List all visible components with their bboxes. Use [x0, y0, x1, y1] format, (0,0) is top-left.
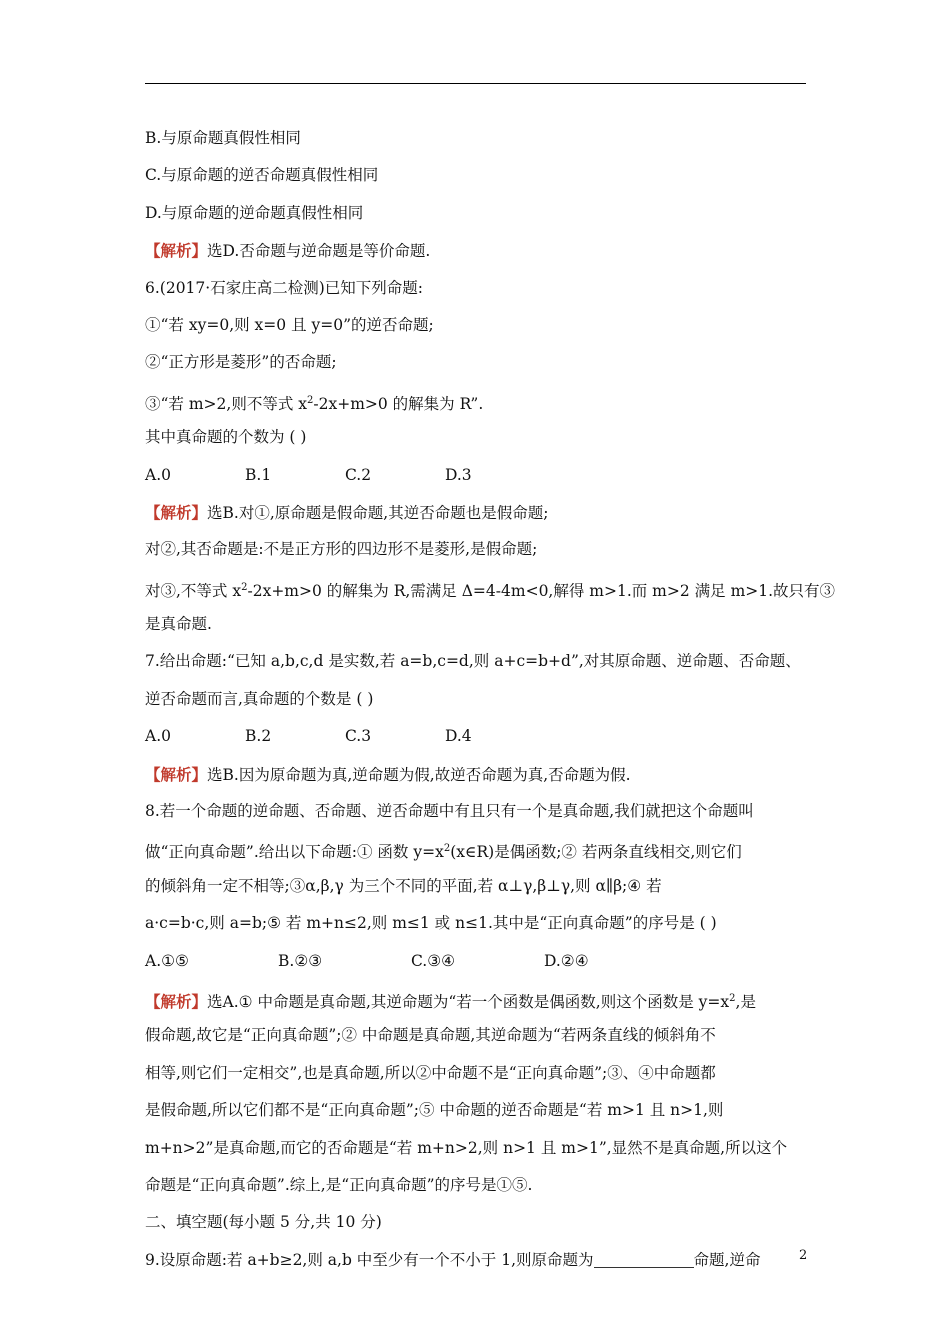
question-8-line-4: a·c=b·c,则 a=b;⑤ 若 m+n≤2,则 m≤1 或 n≤1.其中是“正向真命题”的序号是 ( )	[145, 914, 717, 933]
text: ,是	[735, 992, 756, 1011]
solution-8-line-2: 假命题,故它是“正向真命题”;② 中命题是真命题,其逆命题为“若两条直线的倾斜角不	[145, 1026, 716, 1045]
q6-item-2: ②“正方形是菱形”的否命题;	[145, 353, 337, 372]
superscript: 2	[307, 394, 314, 406]
q6-prompt: 其中真命题的个数为 ( )	[145, 428, 307, 447]
solution-8-line-6: 命题是“正向真命题”.综上,是“正向真命题”的序号是①⑤.	[145, 1175, 533, 1194]
question-6: 6.(2017·石家庄高二检测)已知下列命题:	[145, 278, 423, 297]
choice-d: D.4	[445, 727, 472, 746]
q7-choices	[145, 718, 810, 755]
document-body	[145, 120, 836, 1279]
question-8-line-2	[145, 830, 810, 867]
choice-b: B.2	[245, 727, 272, 746]
solution-8	[145, 980, 810, 1017]
text: ③“若 m>2,则不等式 x	[145, 394, 307, 413]
solution-text: 选B.因为原命题为真,逆命题为假,故逆否命题为真,否命题为假.	[207, 765, 631, 784]
superscript: 2	[241, 581, 248, 593]
choice-d: D.②④	[544, 951, 589, 970]
superscript: 2	[729, 992, 736, 1004]
q8-choices	[145, 943, 810, 980]
choice-b: B.②③	[278, 951, 323, 970]
choice-a: A.0	[145, 727, 171, 746]
choice-c: C.③④	[411, 951, 456, 970]
solution-7	[145, 756, 810, 793]
solution-text: 选D.否命题与逆命题是等价命题.	[207, 242, 431, 261]
choice-a: A.0	[145, 465, 171, 484]
solution-tag: 【解析】	[145, 991, 208, 1011]
text: 命题,逆命	[693, 1250, 761, 1269]
choice-c: C.3	[345, 727, 372, 746]
text: 做“正向真命题”.给出以下命题:① 函数 y=x	[145, 843, 444, 862]
choice-a: A.①⑤	[145, 951, 189, 970]
q6-item-3	[145, 382, 810, 419]
text: -2x+m>0 的解集为 R,需满足 Δ=4-4m<0,解得 m>1.而 m>2 满足 m>1.故只有③	[247, 581, 836, 600]
section-heading: 二、填空题(每小题 5 分,共 10 分)	[145, 1213, 382, 1232]
solution-6-line-3	[145, 569, 836, 606]
solution-8-line-5: m+n>2”是真命题,而它的否命题是“若 m+n>2,则 n>1 且 m>1”,显然不是真命题,所以这个	[145, 1138, 788, 1157]
question-7: 7.给出命题:“已知 a,b,c,d 是实数,若 a=b,c=d,则 a+c=b+d”,对其原命题、逆命题、否命题、	[145, 652, 801, 671]
solution-5	[145, 232, 810, 269]
page-number: 2	[799, 1248, 808, 1263]
q6-choices	[145, 457, 810, 494]
superscript: 2	[443, 843, 451, 855]
q6-item-1: ①“若 xy=0,则 x=0 且 y=0”的逆否命题;	[145, 315, 434, 334]
choice-c: C.2	[345, 465, 372, 484]
text: 选A.① 中命题是真命题,其逆命题为“若一个函数是偶函数,则这个函数是 y=x	[207, 992, 730, 1011]
option-d: D.与原命题的逆命题真假性相同	[145, 203, 364, 222]
choice-d: D.3	[445, 465, 472, 484]
text: 9.设原命题:若 a+b≥2,则 a,b 中至少有一个不小于 1,则原命题为	[145, 1250, 594, 1269]
option-c: C.与原命题的逆否命题真假性相同	[145, 166, 379, 185]
solution-tag: 【解析】	[145, 241, 208, 261]
text: 对③,不等式 x	[145, 581, 242, 600]
question-9	[145, 1242, 810, 1279]
solution-text: 选B.对①,原命题是假命题,其逆否命题也是假命题;	[207, 503, 549, 522]
choice-b: B.1	[245, 465, 272, 484]
header-rule	[145, 83, 806, 84]
text: (x∈R)是偶函数;② 若两条直线相交,则它们	[450, 843, 742, 862]
solution-8-line-3: 相等,则它们一定相交”,也是真命题,所以②中命题不是“正向真命题”;③、④中命题都	[145, 1063, 716, 1082]
question-7-line-2: 逆否命题而言,真命题的个数是 ( )	[145, 689, 374, 708]
answer-blank[interactable]	[594, 1249, 694, 1268]
option-b: B.与原命题真假性相同	[145, 129, 301, 147]
solution-6-line-2: 对②,其否命题是:不是正方形的四边形不是菱形,是假命题;	[145, 540, 538, 559]
solution-8-line-4: 是假命题,所以它们都不是“正向真命题”;⑤ 中命题的逆否命题是“若 m>1 且 n>1,则	[145, 1101, 724, 1120]
text: -2x+m>0 的解集为 R”.	[313, 394, 484, 413]
question-8: 8.若一个命题的逆命题、否命题、逆否命题中有且只有一个是真命题,我们就把这个命题叫	[145, 802, 754, 821]
solution-6	[145, 494, 810, 531]
solution-tag: 【解析】	[145, 502, 208, 522]
solution-tag: 【解析】	[145, 764, 208, 784]
question-8-line-3: 的倾斜角一定不相等;③α,β,γ 为三个不同的平面,若 α⊥γ,β⊥γ,则 α∥β;④ 若	[145, 876, 662, 895]
solution-6-line-4: 是真命题.	[145, 615, 212, 634]
